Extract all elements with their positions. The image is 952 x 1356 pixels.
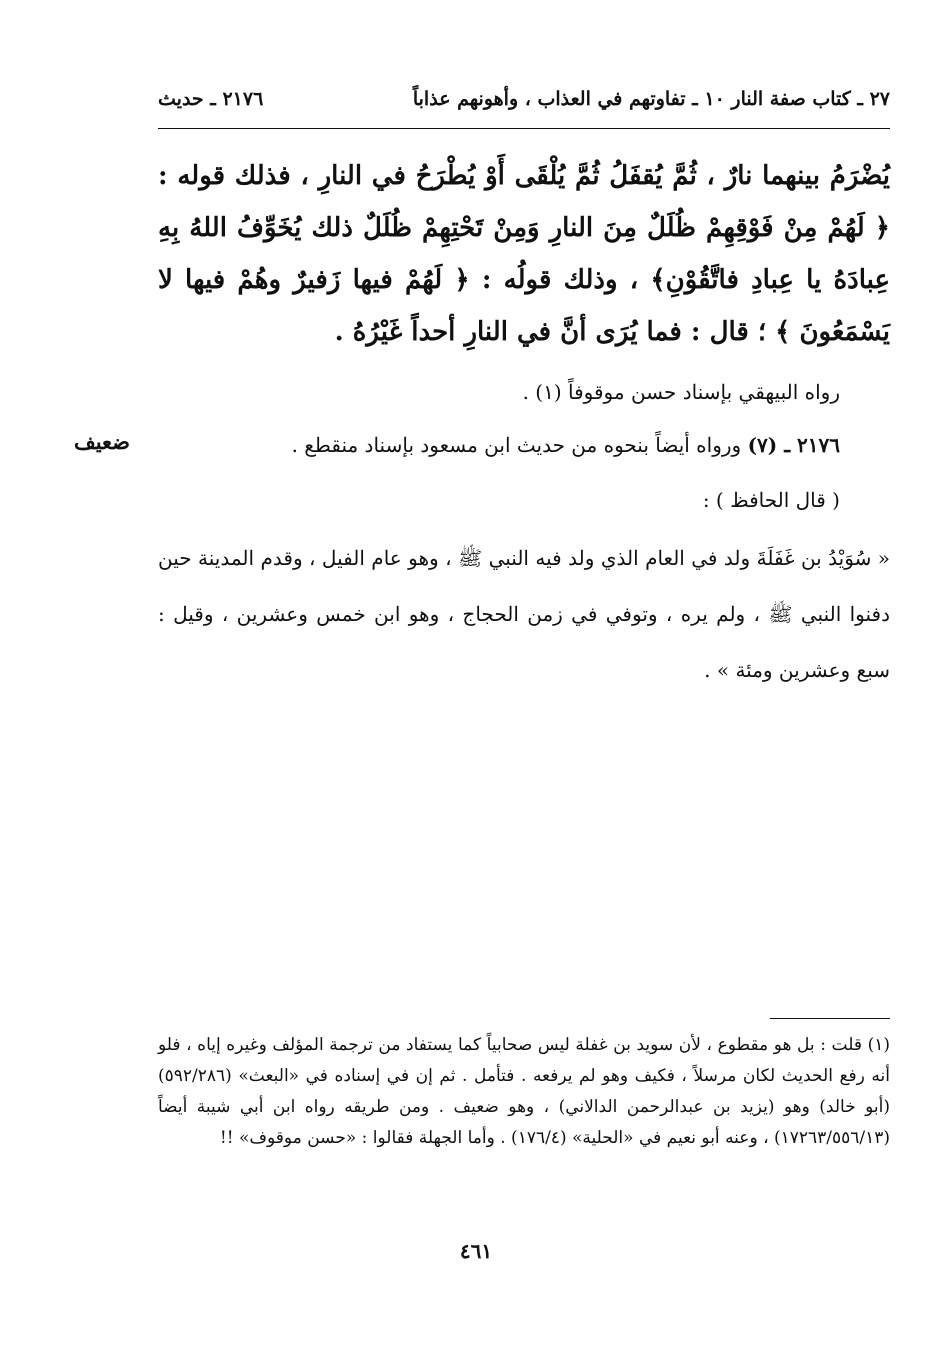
header-rule (158, 128, 890, 129)
hadith-label: ٢١٧٦ ـ حديث (158, 88, 264, 110)
chapter-title: ٢٧ ـ كتاب صفة النار ١٠ ـ تفاوتهم في العذاب ، وأهونهم عذاباً (412, 88, 890, 110)
narrator-note: « سُوَيْدُ بن غَفَلَةَ ولد في العام الذي ولد فيه النبي ﷺ ، وهو عام الفيل ، وقدم المدينة حين دفنوا النبي ﷺ ، ولم يره ، وتوفي في زمن الحجاج ، وهو ابن خمس وعشرين ، وقيل : سبع وعشرين ومئة » . (158, 546, 890, 682)
footnote-rule (770, 1018, 890, 1019)
running-head (158, 82, 890, 116)
hadith-number: ٢١٧٦ ـ (٧) (747, 433, 840, 457)
page-number: ٤٦١ (459, 1239, 493, 1263)
hadith-entry (158, 425, 840, 465)
footnote: (١) قلت : بل هو مقطوع ، لأن سويد بن غفلة ليس صحابياً كما يستفاد من ترجمة المؤلف وغيره إياه ، فلو أنه رفع الحديث لكان مرسلاً ، فكيف وهو لم يرفعه . فتأمل . ثم إن في إسناده في «البعث» (٥٩٢/٢٨٦) (أبو خالد) وهو (يزيد بن عبدالرحمن الدالاني) ، وهو ضعيف . ومن طريقه رواه ابن أبي شيبة أيضاً (١٧٢٦٣/٥٥٦/١٣) ، وعنه أبو نعيم في «الحلية» (١٧٦/٤) . وأما الجهلة فقالوا : «حسن موقوف» !! (158, 1035, 890, 1148)
hafiz-heading: ( قال الحافظ ) : (702, 488, 840, 512)
hadith-entry-text: ورواه أيضاً بنحوه من حديث ابن مسعود بإسناد منقطع . (291, 433, 742, 457)
grade-label: ضعيف (73, 429, 130, 454)
narration-source: رواه البيهقي بإسناد حسن موقوفاً (١) . (522, 380, 840, 404)
hadith-text: يُضْرَمُ بينهما نارٌ ، ثُمَّ يُقفَلُ ثُمَّ يُلْقَى أَوْ يُطْرَحُ في النارِ ، فذلك قوله : ﴿ لَهُمْ مِنْ فَوْقِهِمْ ظُلَلٌ مِنَ النارِ وَمِنْ تَحْتِهِمْ ظُلَلٌ ذلك يُخَوِّفُ اللهُ بِهِ عِبادَهُ يا عِبادِ فاتَّقُوْنِ﴾ ، وذلك قولُه : ﴿ لَهُمْ فيها زَفيرٌ وهُمْ فيها لا يَسْمَعُونَ ﴾ ؛ قال : فما يُرَى أنَّ في النارِ أحداً غَيْرُهُ . (158, 161, 890, 347)
